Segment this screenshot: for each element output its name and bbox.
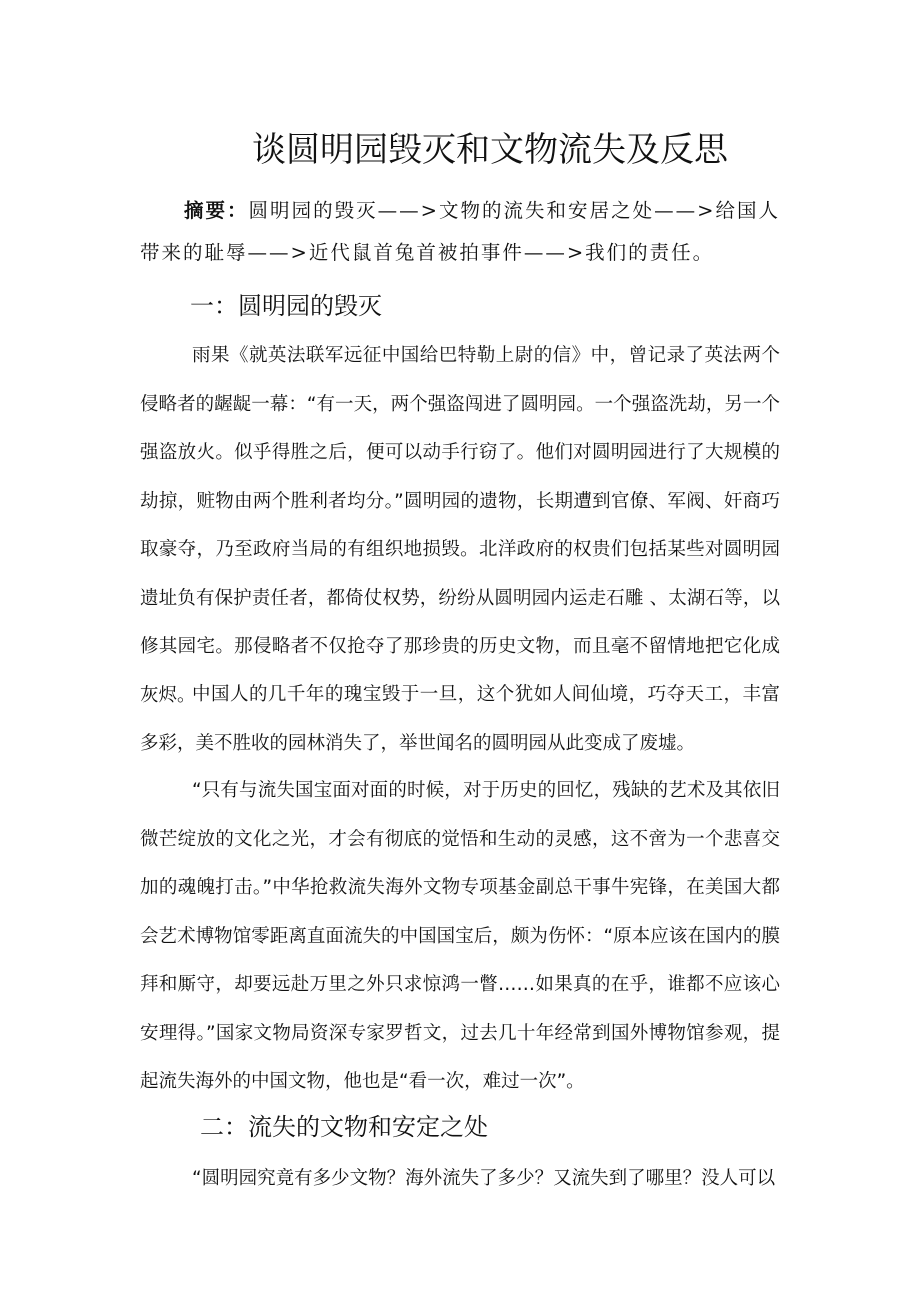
paragraph-treasure-destroyed: 中国人的几千年的瑰宝毁于一旦，这个犹如人间仙境，巧夺天工，丰富多彩，美不胜收的园林消失了，举世闻名的圆明园从此变成了废墟。 — [140, 684, 780, 754]
abstract-text: 圆明园的毁灭——>文物的流失和安居之处——>给国人带来的耻辱——>近代鼠首兔首被拍事件——>我们的责任。 — [140, 199, 780, 264]
document-title: 谈圆明园毁灭和文物流失及反思 — [252, 130, 728, 170]
section-heading-2: 二：流失的文物和安定之处 — [200, 1113, 488, 1141]
paragraph-hugo-letter: 雨果《就英法联军远征中国给巴特勒上尉的信》中，曾记录了英法两个侵略者的龌龊一幕：“有一天，两个强盗闯进了圆明园。一个强盗洗劫，另一个强盗放火。似乎得胜之后，便可以动手行窃了。他们对圆明园进行了大规模的劫掠，赃物由两个胜利者均分。”圆明园的遗物，长期遭到官僚、军阀、奸商巧取豪夺，乃至政府当局的有组织地损毁。北洋政府的权贵们包括某些对圆明园遗址负有保护责任者，都倚仗权势，纷纷从圆明园内运走石雕 、太湖石等，以修其园宅。那侵略者不仅抢夺了那珍贵的历史文物，而且毫不留情地把它化成灰烬。 — [140, 345, 780, 706]
section-heading-1: 一：圆明园的毁灭 — [190, 292, 382, 320]
abstract — [140, 190, 780, 274]
paragraph-lost-treasures-quote: “只有与流失国宝面对面的时候，对于历史的回忆，残缺的艺术及其依旧微芒绽放的文化之光，才会有彻底的觉悟和生动的灵感，这不啻为一个悲喜交加的魂魄打击。”中华抢救流失海外文物专项基金副总干事牛宪锋，在美国大都会艺术博物馆零距离直面流失的中国国宝后，颇为伤怀：“原本应该在国内的膜拜和厮守，却要远赴万里之外只求惊鸿一瞥……如果真的在乎，谁都不应该心安理得。”国家文物局资深专家罗哲文，过去几十年经常到国外博物馆参观，提起流失海外的中国文物，他也是“看一次，难过一次”。 — [140, 780, 780, 1092]
paragraph-how-many-relics: “圆明园究竟有多少文物？海外流失了多少？又流失到了哪里？没人可以 — [192, 1168, 776, 1189]
abstract-label: 摘要： — [184, 199, 249, 222]
